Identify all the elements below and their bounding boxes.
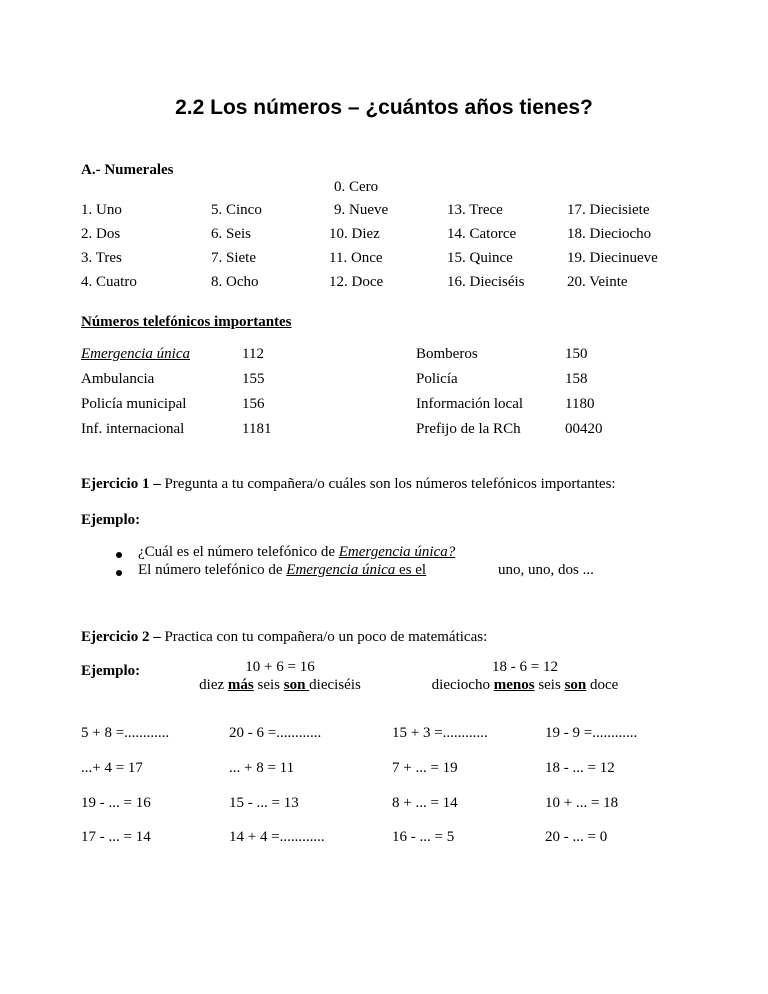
ejemplo-answer [138, 561, 426, 579]
numeral: 2. Dos [81, 226, 121, 242]
phone-number: 155 [242, 371, 265, 387]
numeral: 20. Veinte [567, 274, 628, 290]
phone-service: Prefijo de la RCh [416, 421, 521, 437]
numeral: 14. Catorce [447, 226, 517, 242]
numeral: 13. Trece [447, 202, 503, 218]
numeral: 15. Quince [447, 250, 513, 266]
numeral: 6. Seis [211, 226, 252, 242]
numeral: 17. Diecisiete [567, 202, 650, 218]
example-equation-1: 10 + 6 = 16 [245, 659, 315, 675]
numeral: 19. Diecinueve [567, 250, 658, 266]
ejercicio2-ejemplo-label: Ejemplo: [81, 663, 141, 679]
numeral: 4. Cuatro [81, 274, 137, 290]
phone-number: 00420 [565, 421, 603, 437]
numeral: 10. Diez [329, 226, 380, 242]
math-problem: 19 - ... = 16 [81, 795, 151, 811]
bullet-icon [116, 570, 122, 576]
math-problem: 10 + ... = 18 [545, 795, 619, 811]
answer-emphasis: Emergencia única [286, 562, 400, 578]
question-emphasis: Emergencia única? [338, 544, 456, 560]
math-problem: ...+ 4 = 17 [81, 760, 143, 776]
answer-text-end: es el [399, 562, 427, 578]
math-problem: 8 + ... = 14 [392, 795, 458, 811]
phone-number: 1180 [565, 396, 595, 412]
numerales-heading: A.- Numerales [81, 162, 174, 178]
numeral: 9. Nueve [334, 202, 389, 218]
phone-service: Inf. internacional [81, 421, 185, 437]
phone-number: 156 [242, 396, 265, 412]
ejercicio2-instructions [81, 628, 487, 646]
math-problem: 7 + ... = 19 [392, 760, 458, 776]
phone-number: 112 [242, 346, 264, 362]
example-equation-2: 18 - 6 = 12 [492, 659, 558, 675]
word-son: son [283, 677, 310, 693]
word-son: son [564, 677, 587, 693]
ejercicio1-label: Ejercicio 1 – [81, 476, 161, 492]
math-problem: 20 - ... = 0 [545, 829, 608, 845]
word-mas: más [227, 677, 254, 693]
numeral: 7. Siete [211, 250, 256, 266]
word: dieciséis [309, 677, 361, 693]
phone-number: 1181 [242, 421, 272, 437]
phone-number: 158 [565, 371, 588, 387]
math-problem: 15 - ... = 13 [229, 795, 299, 811]
phone-service: Bomberos [416, 346, 478, 362]
phone-service: Información local [416, 396, 524, 412]
bullet-icon [116, 552, 122, 558]
numeral: 8. Ocho [211, 274, 259, 290]
numeral: 12. Doce [329, 274, 384, 290]
question-text: ¿Cuál es el número telefónico de [138, 544, 339, 560]
math-problem: 20 - 6 =............ [229, 725, 322, 741]
ejercicio2-text: Practica con tu compañera/o un poco de matemáticas: [160, 629, 488, 645]
word: dieciocho [431, 677, 494, 693]
numeral: 18. Dieciocho [567, 226, 652, 242]
ejercicio1-text: Pregunta a tu compañera/o cuáles son los números telefónicos importantes: [160, 476, 616, 492]
numeral: 16. Dieciséis [447, 274, 525, 290]
numeral: 1. Uno [81, 202, 122, 218]
math-problem: 19 - 9 =............ [545, 725, 638, 741]
ejercicio1-ejemplo-label: Ejemplo: [81, 512, 141, 528]
math-problem: 15 + 3 =............ [392, 725, 488, 741]
example-words-2 [410, 676, 640, 694]
phone-service: Policía municipal [81, 396, 187, 412]
math-problem: 5 + 8 =............ [81, 725, 170, 741]
phone-service: Emergencia única [81, 346, 190, 362]
ejemplo-question [138, 543, 455, 561]
math-problem: 18 - ... = 12 [545, 760, 615, 776]
numeral: 3. Tres [81, 250, 122, 266]
numeral: 5. Cinco [211, 202, 262, 218]
page-title: 2.2 Los números – ¿cuántos años tienes? [175, 96, 593, 119]
word: doce [586, 677, 619, 693]
math-problem: 16 - ... = 5 [392, 829, 455, 845]
math-problem: 17 - ... = 14 [81, 829, 151, 845]
example-words-1 [180, 676, 380, 694]
numeral-zero: 0. Cero [334, 179, 379, 195]
telefonos-heading: Números telefónicos importantes [81, 314, 292, 330]
phone-service: Ambulancia [81, 371, 155, 387]
ejercicio2-label: Ejercicio 2 – [81, 629, 161, 645]
ejemplo-answer-digits: uno, uno, dos ... [498, 562, 594, 578]
word-menos: menos [493, 677, 535, 693]
ejercicio1-instructions [81, 475, 616, 493]
answer-text: El número telefónico de [138, 562, 287, 578]
word: seis [253, 677, 284, 693]
numeral: 11. Once [329, 250, 383, 266]
math-problem: ... + 8 = 11 [229, 760, 295, 776]
word: seis [534, 677, 565, 693]
word: diez [199, 677, 228, 693]
phone-number: 150 [565, 346, 588, 362]
math-problem: 14 + 4 =............ [229, 829, 325, 845]
phone-service: Policía [416, 371, 458, 387]
